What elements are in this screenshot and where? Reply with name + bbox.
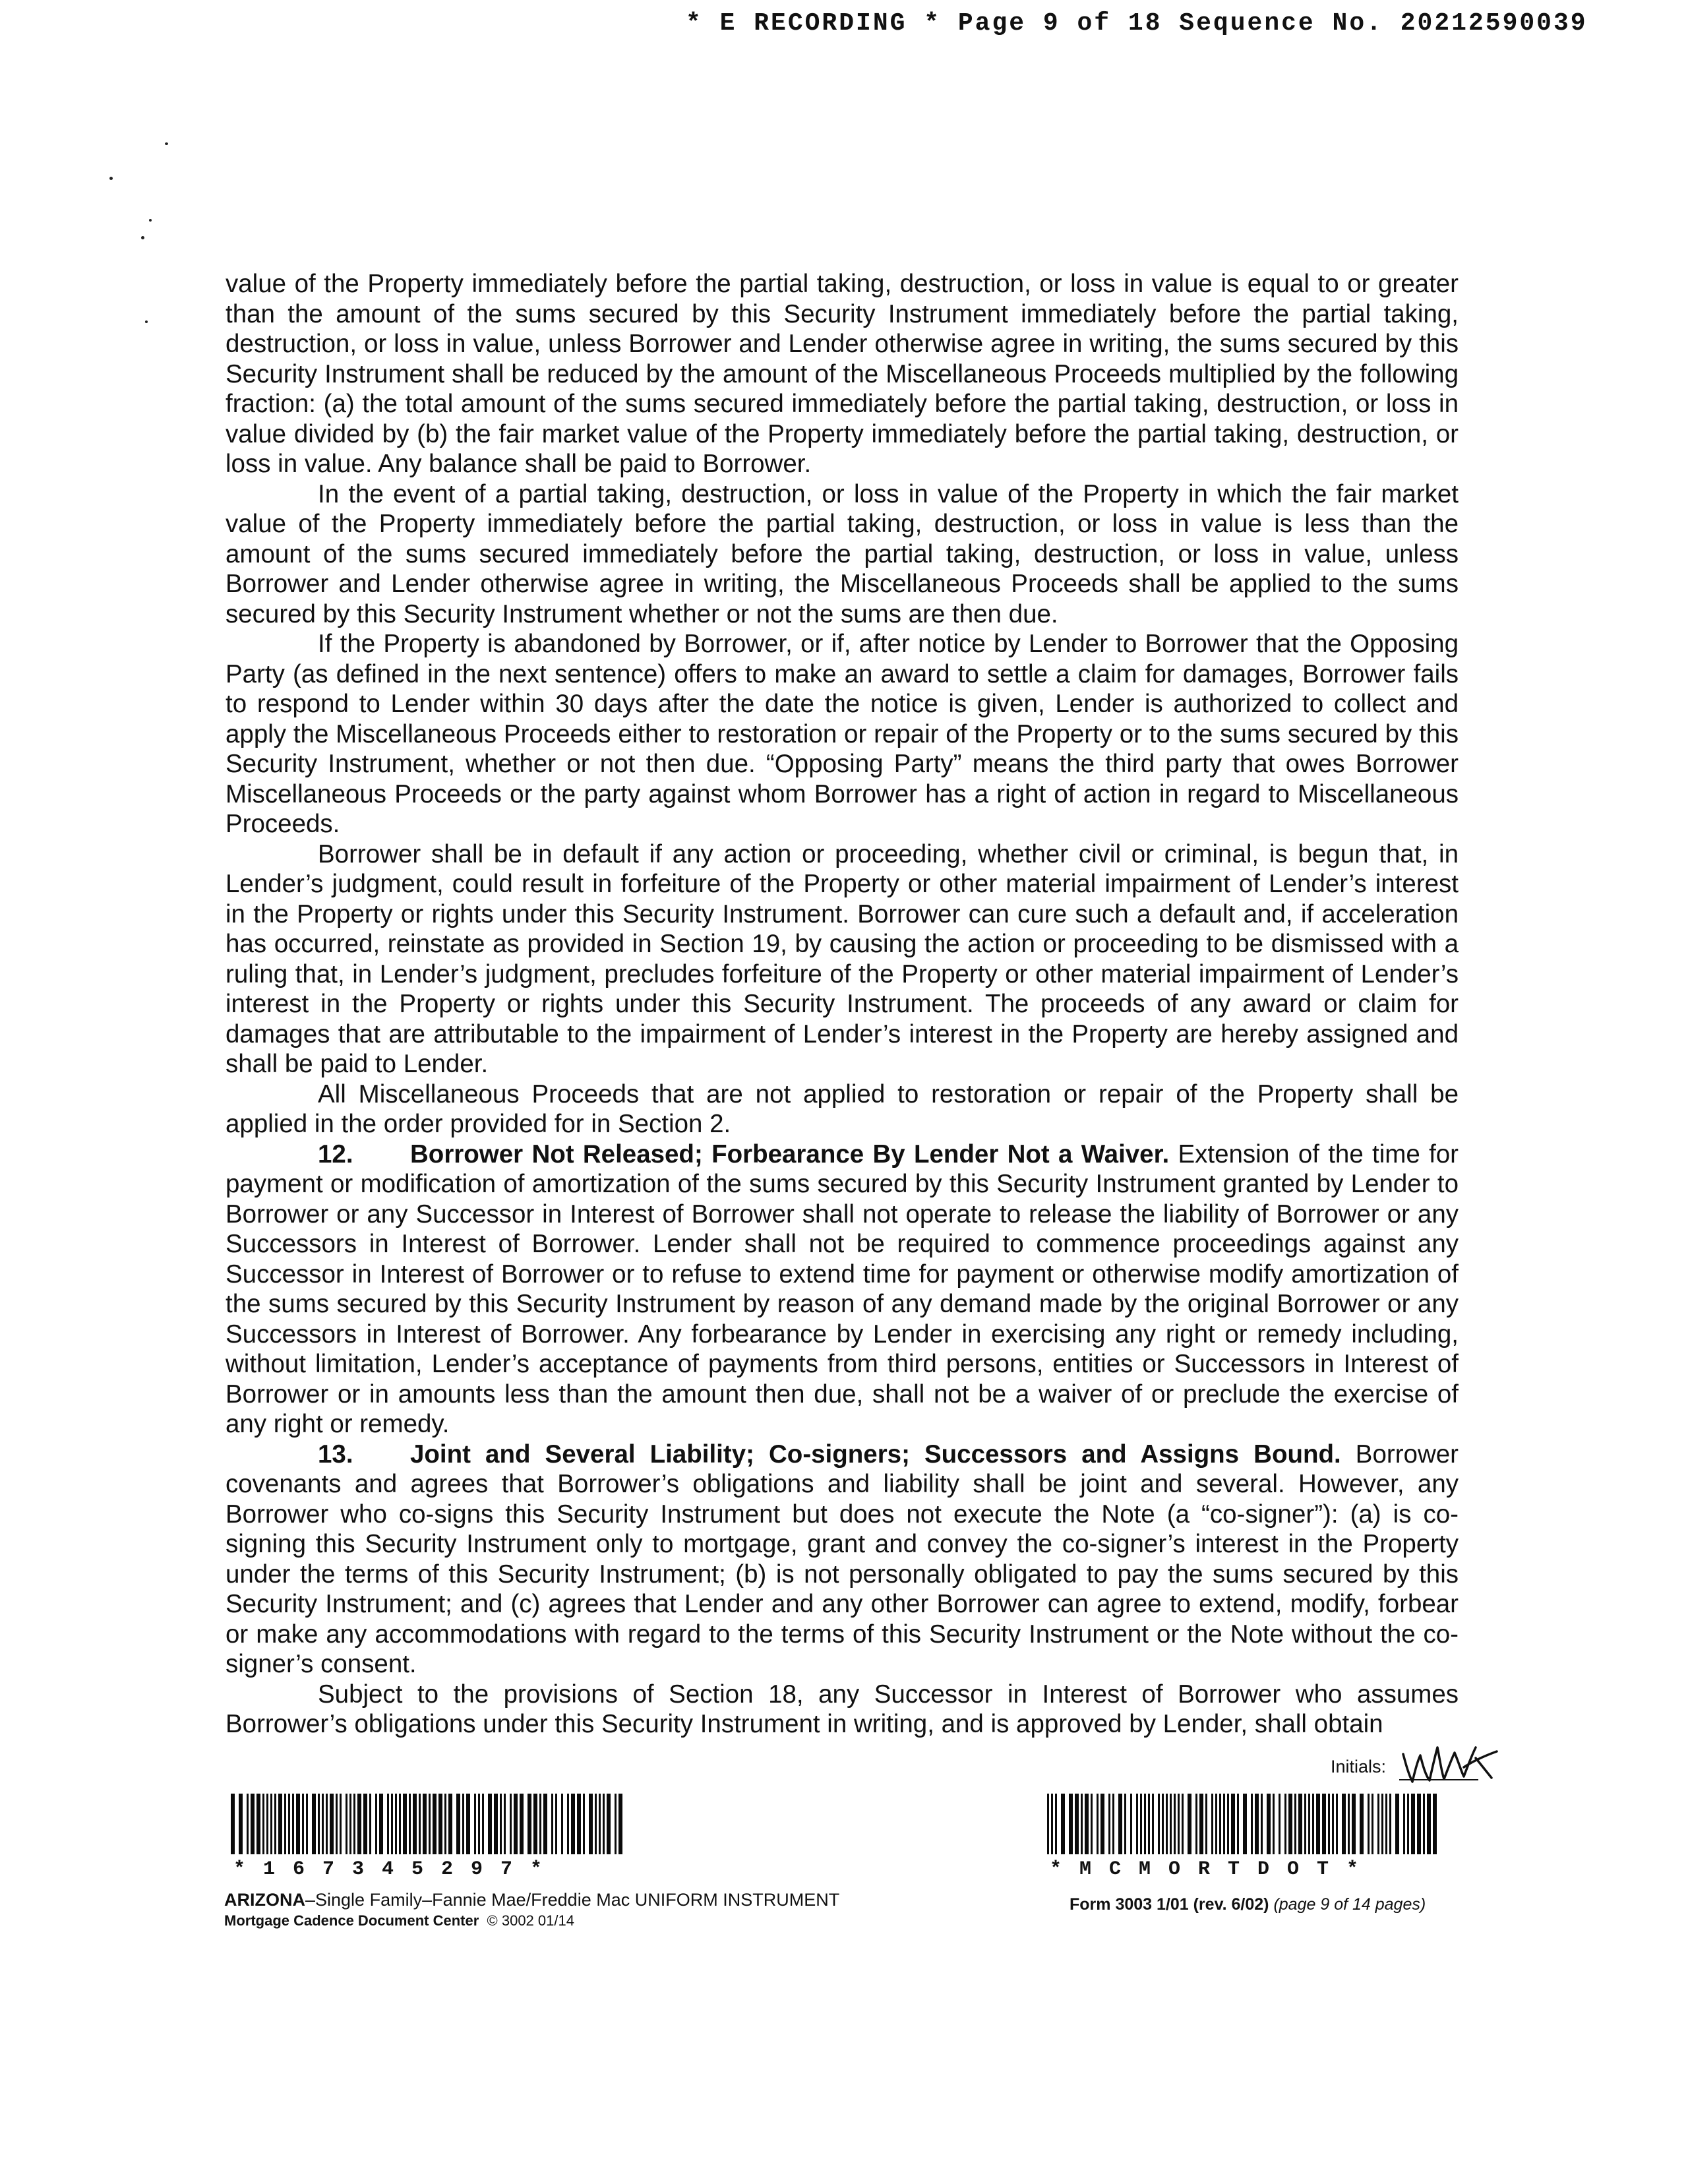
barcode-bar xyxy=(1130,1794,1132,1854)
barcode-bar xyxy=(1273,1794,1275,1854)
section-12-text: Extension of the time for payment or modification of amortization of the sums secured by this Security Instrument granted by Lender to Borrower or any Successor in Interest of Borrower shall not operate to release the liability of Borrower or any Successors in Interest of Borrower. Lender shall not be required to commence proceedings against any Successor in Interest of Borrower or to refuse to extend time for payment or otherwise modify amortization of the sums secured by this Security Instrument by reason of any demand made by the original Borrower or any Successors in Interest of Borrower. Any forbearance by Lender in exercising any right or remedy including, without limitation, Lender’s acceptance of payments from third persons, entities or Successors in Interest of Borrower or in amounts less than the amount then due, shall not be a waiver of or preclude the exercise of any right or remedy. xyxy=(226,1139,1459,1438)
barcode-bar xyxy=(1294,1794,1296,1854)
barcode-bar xyxy=(375,1794,377,1854)
document-body xyxy=(226,269,1459,1740)
barcode-bar xyxy=(1284,1794,1286,1854)
barcode-bar xyxy=(1348,1794,1350,1854)
barcode-bar xyxy=(1308,1794,1310,1854)
section-13 xyxy=(226,1440,1459,1680)
barcode-bar xyxy=(231,1794,235,1854)
barcode-bar xyxy=(1100,1794,1104,1854)
barcode-bar xyxy=(1336,1794,1338,1854)
scan-speck xyxy=(109,177,113,180)
barcode-bar xyxy=(1288,1794,1292,1854)
barcode-bar xyxy=(1170,1794,1172,1854)
barcode-bar xyxy=(1360,1794,1364,1854)
barcode-bar xyxy=(363,1794,367,1854)
scan-speck xyxy=(165,142,168,145)
paragraph-default: Borrower shall be in default if any action or proceeding, whether civil or criminal, is begun that, in Lender’s judgment, could result in forfeiture of the Property or other material impairment of Lender’s interest in the Property or rights under this Security Instrument. Borrower can cure such a default and, if acceleration has occurred, reinstate as provided in Section 19, by causing the action or proceeding to be dismissed with a ruling that, in Lender’s judgment, precludes forfeiture of the Property or other material impairment of Lender’s interest in the Property or rights under this Security Instrument. The proceeds of any award or claim for damages that are attributable to the impairment of Lender’s interest in the Property are hereby assigned and shall be paid to Lender. xyxy=(226,839,1459,1078)
barcode-bar xyxy=(1237,1794,1239,1854)
barcode-bar xyxy=(1304,1794,1306,1854)
barcode-bar xyxy=(1328,1794,1330,1854)
barcode-bar xyxy=(1332,1794,1334,1854)
barcode-bar xyxy=(474,1794,476,1854)
footer-page-count: (page 9 of 14 pages) xyxy=(1273,1895,1426,1914)
barcode-bar xyxy=(543,1794,547,1854)
barcode-bar xyxy=(571,1794,575,1854)
barcode-bar xyxy=(262,1794,264,1854)
barcode-bar xyxy=(419,1794,421,1854)
barcode-bar xyxy=(1061,1794,1065,1854)
barcode-bar xyxy=(284,1794,286,1854)
barcode-bar xyxy=(1279,1794,1281,1854)
barcode-bar xyxy=(456,1794,460,1854)
barcode-bar xyxy=(1385,1794,1387,1854)
scan-speck xyxy=(145,320,148,323)
barcode-bar xyxy=(1124,1794,1126,1854)
barcode-bar xyxy=(336,1794,338,1854)
footer-description: –Single Family–Fannie Mae/Freddie Mac UNIFORM INSTRUMENT xyxy=(305,1890,840,1910)
barcode-bar xyxy=(533,1794,537,1854)
barcode-bar xyxy=(520,1794,524,1854)
barcode-bar xyxy=(357,1794,361,1854)
barcode-bar xyxy=(555,1794,557,1854)
barcode-bar xyxy=(595,1794,597,1854)
barcode-bar xyxy=(251,1794,255,1854)
barcode-bar xyxy=(1097,1794,1099,1854)
barcode-bar xyxy=(1312,1794,1314,1854)
barcode-bar xyxy=(274,1794,276,1854)
barcode-bar xyxy=(1215,1794,1217,1854)
barcode-bar xyxy=(270,1794,272,1854)
barcode-bar xyxy=(494,1794,498,1854)
barcode-bar xyxy=(391,1794,393,1854)
footer-document-center-line xyxy=(224,1912,574,1929)
barcode-bar xyxy=(589,1794,593,1854)
footer-form-line xyxy=(1070,1895,1426,1914)
barcode-bar xyxy=(607,1794,611,1854)
barcode-bar xyxy=(369,1794,371,1854)
section-12-title: Borrower Not Released; Forbearance By Lender Not a Waiver. xyxy=(410,1139,1170,1168)
barcode-bar xyxy=(1427,1794,1431,1854)
barcode-bar xyxy=(551,1794,553,1854)
barcode-bar xyxy=(1136,1794,1138,1854)
barcode-bar xyxy=(330,1794,334,1854)
barcode-bar xyxy=(438,1794,442,1854)
footer-form-number: Form 3003 1/01 (rev. 6/02) xyxy=(1070,1895,1269,1914)
barcode-bar xyxy=(1158,1794,1160,1854)
barcode-bar xyxy=(500,1794,502,1854)
barcode-bar xyxy=(1051,1794,1053,1854)
barcode-bar xyxy=(1182,1794,1184,1854)
barcode-bar xyxy=(423,1794,427,1854)
barcode-bar xyxy=(1227,1794,1229,1854)
barcode-bar xyxy=(247,1794,249,1854)
barcode-bar xyxy=(340,1794,342,1854)
barcode-bar xyxy=(1267,1794,1271,1854)
barcode-bar xyxy=(510,1794,512,1854)
footer-instrument-line xyxy=(224,1890,839,1910)
barcode-bar xyxy=(1112,1794,1114,1854)
barcode-bar xyxy=(379,1794,383,1854)
barcode-bar xyxy=(1174,1794,1176,1854)
barcode-bar xyxy=(1423,1794,1425,1854)
barcode-bar xyxy=(1199,1794,1203,1854)
barcode-bar xyxy=(488,1794,492,1854)
barcode-bar xyxy=(514,1794,518,1854)
barcode-bar xyxy=(528,1794,531,1854)
section-13-number: 13. xyxy=(318,1440,353,1469)
barcode-bar xyxy=(349,1794,351,1854)
barcode-bar xyxy=(403,1794,407,1854)
footer-state: ARIZONA xyxy=(224,1890,305,1910)
barcode-bar xyxy=(599,1794,601,1854)
barcode-bar xyxy=(1085,1794,1089,1854)
barcode-bar xyxy=(1389,1794,1391,1854)
barcode-bar xyxy=(1433,1794,1437,1854)
barcode-bar xyxy=(1403,1794,1405,1854)
barcode-bar xyxy=(1417,1794,1421,1854)
barcode-bar xyxy=(399,1794,401,1854)
barcode-bar xyxy=(1251,1794,1253,1854)
paragraph-application: All Miscellaneous Proceeds that are not applied to restoration or repair of the Property shall be applied in the order provided for in Section 2. xyxy=(226,1079,1459,1138)
barcode-bar xyxy=(1152,1794,1154,1854)
section-12 xyxy=(226,1139,1459,1440)
barcode-bar xyxy=(1243,1794,1247,1854)
barcode-bar xyxy=(583,1794,585,1854)
barcode-bar xyxy=(1261,1794,1263,1854)
barcode-bar xyxy=(444,1794,446,1854)
barcode-bar xyxy=(1118,1794,1122,1854)
barcode-bar xyxy=(429,1794,431,1854)
barcode-bar xyxy=(1342,1794,1346,1854)
barcode-bar xyxy=(462,1794,464,1854)
barcode-bar xyxy=(1188,1794,1191,1854)
footer-copyright: © 3002 01/14 xyxy=(487,1912,574,1929)
barcode-bar xyxy=(1205,1794,1207,1854)
paragraph-continuation: value of the Property immediately before the partial taking, destruction, or loss in value is equal to or greater than the amount of the sums secured by this Security Instrument immediately before the partial taking, destruction, or loss in value, unless Borrower and Lender otherwise agree in writing, the sums secured by this Security Instrument shall be reduced by the amount of the Miscellaneous Proceeds multiplied by the following fraction: (a) the total amount of the sums secured immediately before the partial taking, destruction, or loss in value divided by (b) the fair market value of the Property immediately before the partial taking, destruction, or loss in value. Any balance shall be paid to Borrower. xyxy=(226,270,1459,478)
scan-speck xyxy=(141,236,144,239)
barcode-bar xyxy=(1381,1794,1383,1854)
barcode-bar xyxy=(1195,1794,1197,1854)
barcode-bar xyxy=(1219,1794,1221,1854)
barcode-bar xyxy=(306,1794,308,1854)
barcode-bar xyxy=(1411,1794,1415,1854)
barcode-bar xyxy=(1075,1794,1079,1854)
scan-speck xyxy=(149,219,152,222)
barcode-bar xyxy=(1211,1794,1213,1854)
barcode-bar xyxy=(322,1794,324,1854)
barcode-bar xyxy=(1298,1794,1302,1854)
barcode-bar xyxy=(577,1794,581,1854)
barcode-bar xyxy=(353,1794,355,1854)
barcode-bar xyxy=(1372,1794,1373,1854)
barcode-bar xyxy=(302,1794,304,1854)
barcode-bar xyxy=(504,1794,506,1854)
barcode-bar xyxy=(239,1794,243,1854)
barcode-bar xyxy=(1377,1794,1379,1854)
barcode-bar xyxy=(1255,1794,1259,1854)
barcode-bar xyxy=(466,1794,470,1854)
barcode-bar xyxy=(1140,1794,1142,1854)
paragraph-abandonment: If the Property is abandoned by Borrower, or if, after notice by Lender to Borrower that the Opposing Party (as defined in the next sentence) offers to make an award to settle a claim for damages, Borrower fails to respond to Lender within 30 days after the date the notice is given, Lender is authorized to collect and apply the Miscellaneous Proceeds either to restoration or repair of the Property or to the sums secured by this Security Instrument, whether or not then due. “Opposing Party” means the third party that owes Borrower Miscellaneous Proceeds or the party against whom Borrower has a right of action in regard to Miscellaneous Proceeds. xyxy=(226,630,1459,838)
barcode-bar xyxy=(409,1794,411,1854)
barcode-bar xyxy=(395,1794,397,1854)
barcode-bar xyxy=(1162,1794,1164,1854)
barcode-bar xyxy=(567,1794,569,1854)
barcode-bar xyxy=(448,1794,452,1854)
barcode-left-digits: *167345297* xyxy=(233,1858,560,1881)
section-13-title: Joint and Several Liability; Co-signers; Successors and Assigns Bound. xyxy=(410,1440,1341,1469)
barcode-bar xyxy=(318,1794,320,1854)
barcode-bar xyxy=(1316,1794,1320,1854)
barcode-bar xyxy=(312,1794,316,1854)
barcode-bar xyxy=(1178,1794,1180,1854)
barcode-bar xyxy=(615,1794,617,1854)
barcode-bar xyxy=(266,1794,268,1854)
barcode-bar xyxy=(1407,1794,1409,1854)
recording-header: * E RECORDING * Page 9 of 18 Sequence No. 20212590039 xyxy=(686,9,1588,38)
barcode-bar xyxy=(326,1794,328,1854)
barcode-bar xyxy=(618,1794,622,1854)
barcode-bar xyxy=(539,1794,541,1854)
barcode-bar xyxy=(256,1794,260,1854)
barcode-bar xyxy=(346,1794,347,1854)
barcode-bar xyxy=(1352,1794,1356,1854)
barcode-bar xyxy=(278,1794,282,1854)
barcode-bar xyxy=(603,1794,605,1854)
section-12-number: 12. xyxy=(318,1139,353,1168)
section-13-text: Borrower covenants and agrees that Borrower’s obligations and liability shall be joint and several. However, any Borrower who co-signs this Security Instrument but does not execute the Note (a “co-signer”): (a) is co-signing this Security Instrument only to mortgage, grant and convey the co-signer’s interest in the Property under the terms of this Security Instrument; (b) is not personally obligated to pay the sums secured by this Security Instrument; and (c) agrees that Lender and any other Borrower can agree to extend, modify, forbear or make any accommodations with regard to the terms of this Security Instrument or the Note without the co-signer’s consent. xyxy=(226,1440,1459,1678)
barcode-bar xyxy=(1144,1794,1146,1854)
barcode-bar xyxy=(1047,1794,1049,1854)
barcode-bar xyxy=(1231,1794,1235,1854)
barcode-left xyxy=(231,1794,626,1854)
initials-label: Initials: xyxy=(1331,1757,1387,1776)
barcode-bar xyxy=(1322,1794,1326,1854)
barcode-bar xyxy=(1081,1794,1083,1854)
barcode-bar xyxy=(1223,1794,1225,1854)
barcode-right xyxy=(1047,1794,1439,1854)
barcode-bar xyxy=(561,1794,563,1854)
barcode-bar xyxy=(413,1794,417,1854)
barcode-bar xyxy=(1091,1794,1093,1854)
barcode-bar xyxy=(433,1794,437,1854)
barcode-bar xyxy=(1166,1794,1168,1854)
barcode-bar xyxy=(1055,1794,1057,1854)
barcode-right-digits: *MCMORTDOT* xyxy=(1050,1858,1377,1881)
footer-document-center: Mortgage Cadence Document Center xyxy=(224,1912,479,1929)
barcode-bar xyxy=(1395,1794,1399,1854)
paragraph-successors: Subject to the provisions of Section 18, any Successor in Interest of Borrower who assumes Borrower’s obligations under this Security Instrument in writing, and is approved by Lender, shall obtain xyxy=(226,1680,1459,1738)
barcode-bar xyxy=(288,1794,290,1854)
initials-signature xyxy=(1398,1728,1503,1794)
barcode-bar xyxy=(1368,1794,1370,1854)
barcode-bar xyxy=(1108,1794,1110,1854)
barcode-bar xyxy=(1148,1794,1150,1854)
paragraph-partial-taking: In the event of a partial taking, destruction, or loss in value of the Property in which the fair market value of the Property immediately before the partial taking, destruction, or loss in value is less than the amount of the sums secured immediately before the partial taking, destruction, or loss in value, unless Borrower and Lender otherwise agree in writing, the Miscellaneous Proceeds shall be applied to the sums secured by this Security Instrument whether or not the sums are then due. xyxy=(226,479,1459,628)
barcode-bar xyxy=(387,1794,389,1854)
barcode-bar xyxy=(478,1794,480,1854)
barcode-bar xyxy=(292,1794,294,1854)
barcode-bar xyxy=(1069,1794,1073,1854)
barcode-bar xyxy=(482,1794,484,1854)
barcode-bar xyxy=(296,1794,300,1854)
